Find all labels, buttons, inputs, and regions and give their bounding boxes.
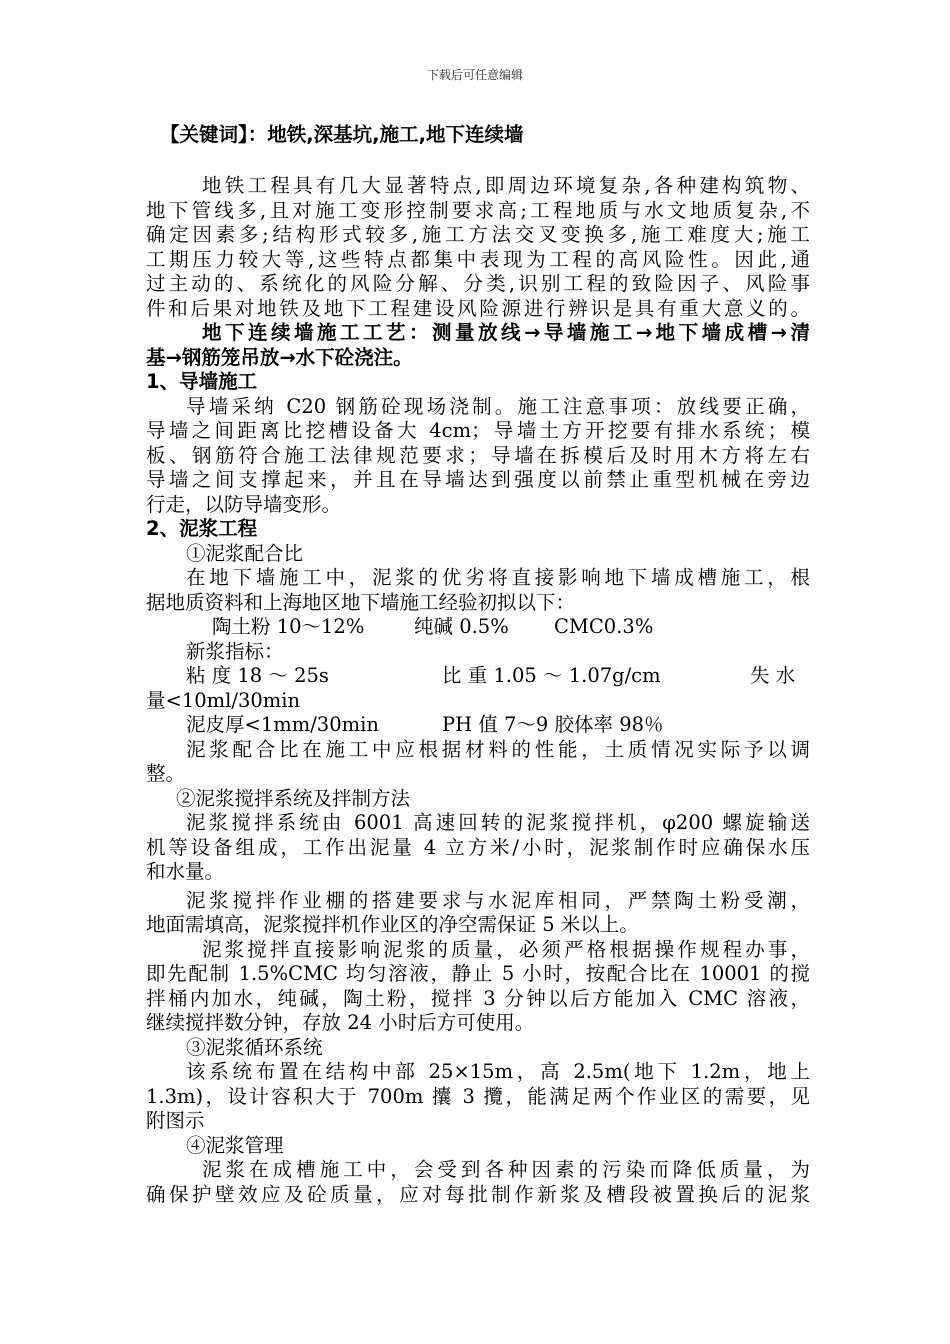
paragraph-line: 确保护壁效应及砼质量，应对每批制作新浆及槽段被置换后的泥浆 — [146, 1182, 810, 1206]
paragraph-line: 泥浆搅拌直接影响泥浆的质量，必须严格根据操作规程办事， — [202, 937, 810, 961]
subheading-management: ④泥浆管理 — [186, 1133, 284, 1157]
paragraph-line: 机等设备组成，工作出泥量 4 立方米/小时，泥浆制作时应确保水压 — [146, 835, 810, 859]
intro-paragraph — [146, 174, 810, 321]
process-paragraph — [146, 321, 810, 370]
document-body — [146, 120, 810, 1207]
mix-bentonite: 陶土粉 10～12% — [212, 615, 365, 638]
section1-line: 行走，以防导墙变形。 — [146, 492, 342, 516]
section1-line: 导墙采纳 C20 钢筋砼现场浇制。施工注意事项：放线要正确， — [186, 394, 810, 418]
paragraph-line: 泥浆搅拌系统由 6001 高速回转的泥浆搅拌机，φ200 螺旋输送 — [186, 811, 810, 834]
paragraph-line: 在地下墙施工中，泥浆的优劣将直接影响地下墙成槽施工，根 — [186, 566, 810, 589]
paragraph-line: 据地质资料和上海地区地下墙施工经验初拟以下： — [146, 590, 576, 614]
index-row-2 — [146, 713, 810, 738]
section1-line: 导墙之间距离比挖槽设备大 4cm；导墙土方开挖要有排水系统；模 — [146, 419, 810, 442]
subheading-circulation: ③泥浆循环系统 — [186, 1035, 323, 1059]
subheading-mixing-system: ②泥浆搅拌系统及拌制方法 — [176, 786, 411, 810]
process-line: 地下连续墙施工工艺：测量放线→导墙施工→地下墙成槽→清 — [202, 321, 810, 344]
mix-ratio-row — [146, 615, 810, 640]
section1-paragraph — [146, 395, 810, 518]
paragraph-line: 该系统布置在结构中部 25×15m，高 2.5m(地下 1.2m，地上 — [186, 1060, 810, 1083]
section2-title: 2、泥浆工程 — [146, 517, 258, 540]
process-line: 基→钢筋笼吊放→水下砼浇注。 — [146, 345, 413, 369]
paragraph-line: 附图示 — [146, 1109, 205, 1132]
paragraph-line: 泥浆搅拌作业棚的搭建要求与水泥库相同，严禁陶土粉受潮， — [186, 888, 810, 912]
paragraph-line: 1.3m)，设计容积大于 700m 攮 3 攬，能满足两个作业区的需要，见 — [146, 1084, 810, 1108]
paragraph-line: 泥浆在成槽施工中，会受到各种因素的污染而降低质量，为 — [202, 1158, 810, 1181]
intro-line: 地铁工程具有几大显著特点,即周边环境复杂,各种建构筑物、 — [202, 174, 810, 197]
index-water-loss-cont: 量<10ml/30min — [146, 688, 301, 712]
intro-line: 工期压力较大等,这些特点都集中表现为工程的高风险性。因此,通 — [146, 247, 810, 271]
index-mud-cake: 泥皮厚<1mm/30min — [186, 713, 379, 736]
index-gravity: 比 重 1.05 ～ 1.07g/cm — [442, 664, 661, 687]
index-label: 新浆指标： — [186, 639, 284, 663]
paragraph-line: 整。 — [146, 762, 186, 785]
index-row-1 — [146, 664, 810, 689]
paragraph-line: 和水量。 — [146, 860, 225, 883]
intro-line: 件和后果对地铁及地下工程建设风险源进行辨识是具有重大意义的。 — [146, 296, 810, 320]
keywords-line: 【关键词】：地铁,深基坑,施工,地下连续墙 — [160, 123, 524, 146]
index-ph-colloid: PH 值 7～9 胶体率 98％ — [442, 713, 664, 736]
subheading-mix-ratio: ①泥浆配合比 — [186, 541, 304, 565]
paragraph-line: 泥浆配合比在施工中应根据材料的性能，土质情况实际予以调 — [186, 737, 810, 761]
index-viscosity: 粘 度 18 ～ 25s — [186, 664, 329, 687]
section1-title: 1、导墙施工 — [146, 370, 258, 393]
mix-cmc: CMC0.3% — [554, 615, 654, 638]
section1-line: 导墙之间支撑起来，并且在导墙达到强度以前禁止重型机械在旁边 — [146, 468, 810, 491]
intro-line: 过主动的、系统化的风险分解、分类,识别工程的致险因子、风险事 — [146, 272, 810, 295]
intro-line: 地下管线多,且对施工变形控制要求高;工程地质与水文地质复杂,不 — [146, 198, 810, 222]
index-water-loss: 失 水 — [750, 664, 796, 687]
section1-line: 板、钢筋符合施工法律规范要求；导墙在拆模后及时用木方将左右 — [146, 443, 810, 467]
mix-soda: 纯碱 0.5% — [414, 615, 509, 638]
intro-line: 确定因素多;结构形式较多,施工方法交叉变换多,施工难度大;施工 — [146, 223, 810, 246]
paragraph-line: 即先配制 1.5%CMC 均匀溶液，静止 5 小时，按配合比在 10001 的搅 — [146, 962, 810, 985]
paragraph-line: 地面需填高，泥浆搅拌机作业区的净空需保证 5 米以上。 — [146, 913, 639, 936]
page-header-note: 下载后可任意编辑 — [426, 68, 523, 82]
paragraph-line: 继续搅拌数分钟，存放 24 小时后方可使用。 — [146, 1011, 535, 1034]
paragraph-line: 拌桶内加水，纯碱，陶土粉，搅拌 3 分钟以后方能加入 CMC 溶液， — [146, 986, 810, 1010]
